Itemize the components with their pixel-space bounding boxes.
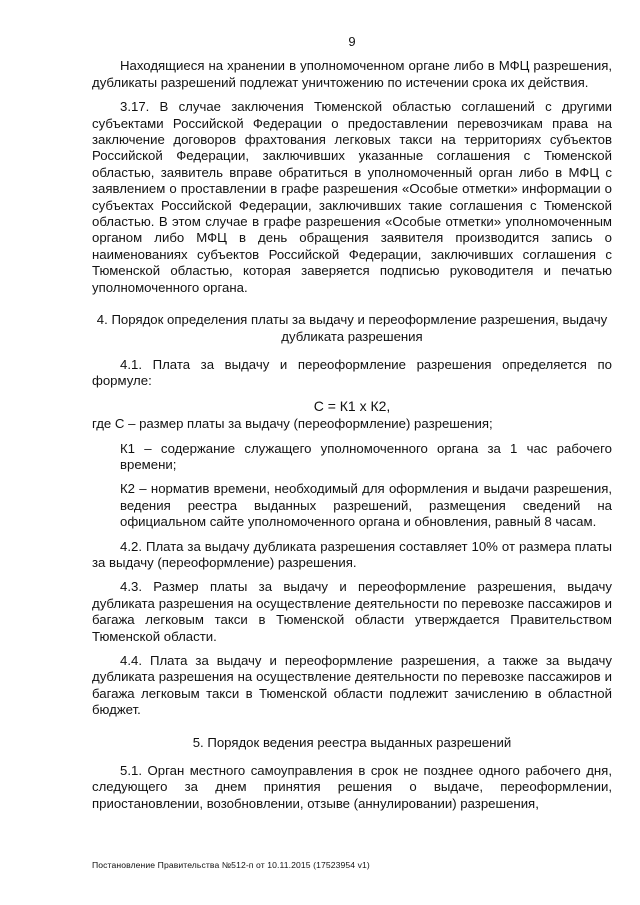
paragraph-4-4: 4.4. Плата за выдачу и переоформление разрешения, а также за выдачу дубликата разрешения на осуществление деятельности по перевозке пассажиров и багажа легковым такси в Тюменской области подлежит зачислению в областной бюджет. — [92, 653, 612, 718]
paragraph-3-17: 3.17. В случае заключения Тюменской областью соглашений с другими субъектами Российской Федерации о предоставлении перевозчикам права на заключение договоров фрахтования легковых такси на территориях субъектов Российской Федерации, заключивших указанные соглашения с Тюменской областью, заявитель вправе обратиться в уполномоченный орган либо в МФЦ с заявлением о проставлении в графе разрешения «Особые отметки» информации о субъектах Российской Федерации, заключивших такие соглашения с Тюменской областью. В этом случае в графе разрешения «Особые отметки» уполномоченным органом либо МФЦ в день обращения заявителя производится запись о наименованиях субъектов Российской Федерации, заключивших соглашения с Тюменской областью, которая заверяется подписью руководителя и печатью уполномоченного органа. — [92, 99, 612, 295]
paragraph-4-3: 4.3. Размер платы за выдачу и переоформление разрешения, выдачу дубликата разрешения на осуществление деятельности по перевозке пассажиров и багажа легковым такси в Тюменской области утверждается Правительством Тюменской области. — [92, 579, 612, 644]
paragraph-4-1: 4.1. Плата за выдачу и переоформление разрешения определяется по формуле: — [92, 356, 612, 389]
section-heading-5: 5. Порядок ведения реестра выданных разрешений — [192, 734, 512, 750]
section-heading-4: 4. Порядок определения платы за выдачу и переоформление разрешения, выдачу дубликата разрешения — [96, 312, 608, 344]
formula-k1-definition: К1 – содержание служащего уполномоченного органа за 1 час рабочего времени; — [120, 440, 612, 472]
paragraph-storage-destruction: Находящиеся на хранении в уполномоченном органе либо в МФЦ разрешения, дубликаты разрешений подлежат уничтожению по истечении срока их действия. — [92, 58, 612, 90]
document-footer: Постановление Правительства №512-п от 10.11.2015 (17523954 v1) — [92, 860, 370, 870]
fee-formula: С = К1 х К2, — [313, 397, 391, 414]
formula-where: где С – размер платы за выдачу (переоформление) разрешения; — [92, 416, 493, 432]
paragraph-4-2: 4.2. Плата за выдачу дубликата разрешения составляет 10% от размера платы за выдачу (переоформление) разрешения. — [92, 538, 612, 570]
formula-k2-definition: К2 – норматив времени, необходимый для оформления и выдачи разрешения, ведения реестра выданных разрешений, размещения сведений на официальном сайте уполномоченного органа и обновления, равный 8 часам. — [120, 481, 612, 530]
paragraph-5-1: 5.1. Орган местного самоуправления в срок не позднее одного рабочего дня, следующего за днем принятия решения о выдаче, переоформлении, приостановлении, возобновлении, отзыве (аннулировании) разрешения, — [92, 763, 612, 811]
page-number: 9 — [348, 34, 356, 49]
document-page — [92, 34, 612, 820]
